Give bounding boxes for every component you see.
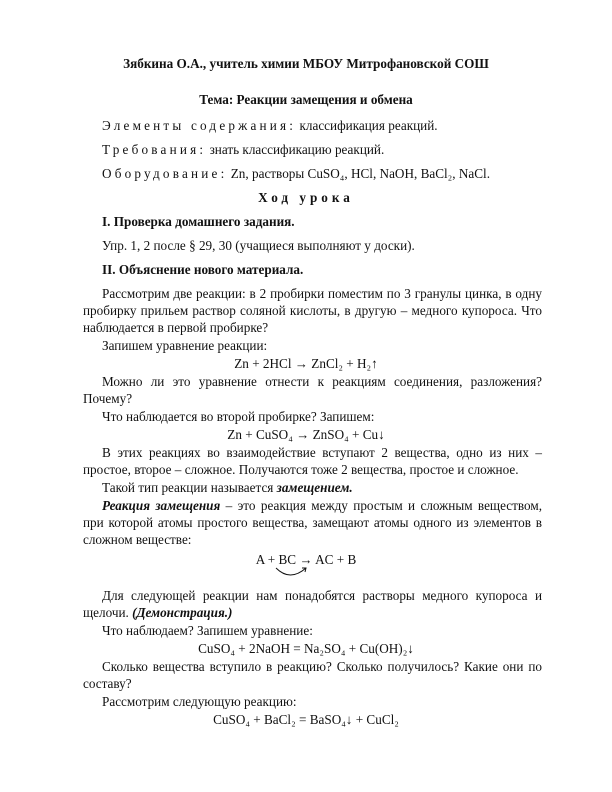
section-2-title: II. Объяснение нового материала. bbox=[102, 262, 304, 277]
definition-line-1-rest: – это реакция между простым и сложным веществом, bbox=[220, 498, 542, 513]
equation-2: Zn + CuSO₄ → ZnSO₄ + Cu↓ bbox=[227, 427, 385, 442]
requirements-line bbox=[102, 142, 384, 158]
paragraph-10: Рассмотрим следующую реакцию: bbox=[102, 694, 297, 709]
equipment-label: Оборудование: bbox=[102, 166, 228, 181]
lesson-heading: Ход урока bbox=[258, 190, 354, 205]
topic-line: Тема: Реакции замещения и обмена bbox=[199, 92, 413, 107]
paragraph-9-line-2: составу? bbox=[83, 676, 132, 691]
paragraph-1-line-3: наблюдается в первой пробирке? bbox=[83, 320, 269, 335]
definition-line-1 bbox=[102, 498, 542, 514]
equipment-line bbox=[102, 166, 490, 182]
paragraph-3-line-2: Почему? bbox=[83, 391, 133, 406]
reaction-scheme: A + BC → AC + B bbox=[255, 552, 357, 567]
section-1-title: I. Проверка домашнего задания. bbox=[102, 214, 295, 229]
paragraph-5-line-1: В этих реакциях во взаимодействие вступают 2 вещества, одно из них – bbox=[102, 445, 542, 460]
definition-term: Реакция замещения bbox=[102, 498, 221, 513]
equation-1: Zn + 2HCl → ZnCl₂ + H₂↑ bbox=[234, 356, 378, 371]
paragraph-6 bbox=[102, 480, 353, 496]
requirements-label: Требования: bbox=[102, 142, 207, 157]
paragraph-7-line-1: Для следующей реакции нам понадобятся растворы медного купороса и bbox=[102, 588, 542, 603]
demonstration-note: (Демонстрация.) bbox=[132, 605, 233, 620]
substitution-arrow-icon bbox=[270, 560, 350, 586]
definition-line-2: при которой атомы простого вещества, замещают атомы одного из элементов в bbox=[83, 515, 542, 530]
equation-4: CuSO₄ + BaCl₂ = BaSO₄↓ + CuCl₂ bbox=[213, 712, 399, 727]
equipment-value: Zn, растворы CuSO₄, HCl, NaOH, BaCl₂, NaCl. bbox=[227, 166, 491, 181]
content-elements-label: Элементы содержания: bbox=[102, 118, 297, 133]
paragraph-7-text: щелочи. bbox=[83, 605, 133, 620]
content-elements-line bbox=[102, 118, 438, 134]
paragraph-3-line-1: Можно ли это уравнение отнести к реакциям соединения, разложения? bbox=[102, 374, 542, 389]
requirements-value: знать классификацию реакций. bbox=[206, 142, 385, 157]
equation-3: CuSO₄ + 2NaOH = Na₂SO₄ + Cu(OH)₂↓ bbox=[198, 641, 414, 656]
paragraph-6-term: замещением. bbox=[276, 480, 353, 495]
paragraph-1-line-1: Рассмотрим две реакции: в 2 пробирки поместим по 3 гранулы цинка, в одну bbox=[102, 286, 542, 301]
paragraph-9-line-1: Сколько вещества вступило в реакцию? Сколько получилось? Какие они по bbox=[102, 659, 542, 674]
paragraph-2: Запишем уравнение реакции: bbox=[102, 338, 268, 353]
paragraph-8: Что наблюдаем? Запишем уравнение: bbox=[102, 623, 313, 638]
paragraph-1-line-2: пробирку прильем раствор соляной кислоты, в другую – медного купороса. Что bbox=[83, 303, 542, 318]
content-elements-value: классификация реакций. bbox=[296, 118, 438, 133]
definition-line-3: сложном веществе: bbox=[83, 532, 192, 547]
author-line: Зябкина О.А., учитель химии МБОУ Митрофановской СОШ bbox=[123, 56, 489, 71]
paragraph-6-text: Такой тип реакции называется bbox=[102, 480, 277, 495]
section-1-text: Упр. 1, 2 после § 29, 30 (учащиеся выполняют у доски). bbox=[102, 238, 415, 253]
paragraph-4: Что наблюдается во второй пробирке? Запишем: bbox=[102, 409, 375, 424]
paragraph-7-line-2 bbox=[83, 605, 232, 621]
paragraph-5-line-2: простое, второе – сложное. Получаются тоже 2 вещества, простое и сложное. bbox=[83, 462, 519, 477]
